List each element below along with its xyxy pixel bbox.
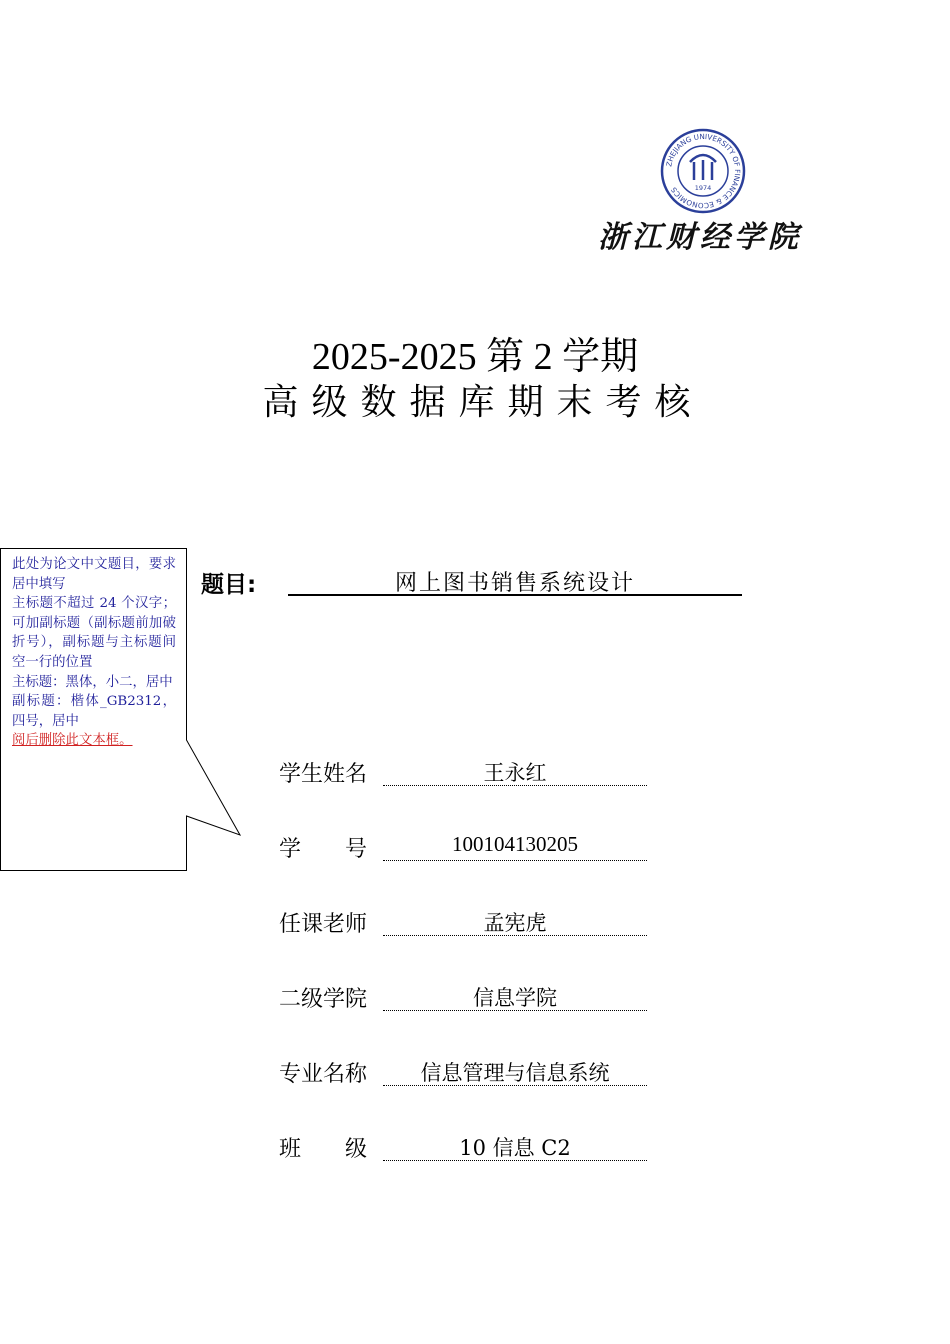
info-value: 10 信息 C2 (383, 1132, 647, 1161)
callout-note (12, 555, 176, 751)
info-label: 班 级 (279, 1137, 368, 1162)
info-value: 信息管理与信息系统 (383, 1057, 647, 1086)
callout-warning: 阅后删除此文本框。 (12, 733, 133, 749)
callout-line: 此处为论文中文题目，要求居中填写 (12, 557, 176, 592)
callout-line: 副标题：楷体_GB2312，四号，居中 (12, 694, 176, 729)
university-emblem (660, 128, 746, 214)
callout-line: 主标题不超过 24 个汉字；可加副标题（副标题前加破折号），副标题与主标题间空一行的位置 (12, 596, 176, 670)
info-row-instructor (279, 907, 649, 941)
info-row-student-name (279, 757, 649, 791)
info-label: 学 号 (279, 837, 368, 862)
thesis-title: 网上图书销售系统设计 (288, 566, 742, 596)
info-row-college (279, 982, 649, 1016)
info-value: 王永红 (383, 757, 647, 786)
info-value: 信息学院 (383, 982, 647, 1011)
term-title: 2025-2025 第 2 学期 (311, 336, 639, 378)
course-title: 高级数据库期末考核 (262, 382, 704, 423)
info-label: 任课老师 (279, 912, 368, 937)
emblem-ring-text: ZHEJIANG UNIVERSITY OF FINANCE & ECONOMICS (664, 131, 743, 211)
info-row-class (279, 1132, 649, 1166)
university-name-logo: 浙江财经学院 (598, 220, 802, 255)
info-label: 学生姓名 (279, 762, 368, 787)
info-row-student-id (279, 832, 649, 866)
emblem-year: 1974 (694, 184, 712, 192)
info-value: 100104130205 (383, 832, 647, 861)
callout-line: 主标题：黑体，小二，居中 (12, 674, 173, 690)
info-label: 二级学院 (279, 987, 368, 1012)
info-label: 专业名称 (279, 1062, 368, 1087)
info-value: 孟宪虎 (383, 907, 647, 936)
title-label: 题目: (201, 572, 257, 598)
info-row-major (279, 1057, 649, 1091)
